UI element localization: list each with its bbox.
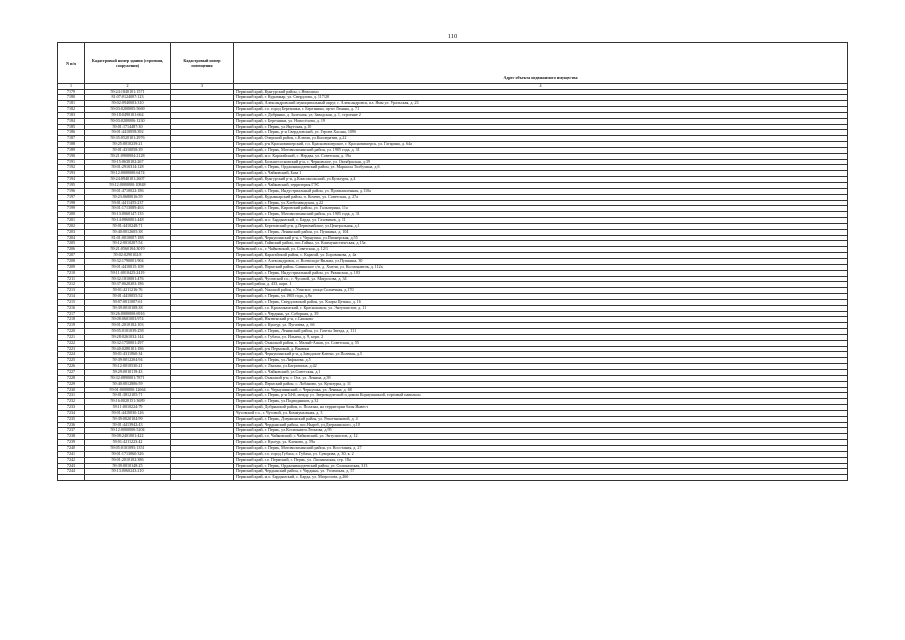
row-number: 7228 xyxy=(58,375,85,381)
cadastral-building-number: 59:01:4410030:126 xyxy=(85,410,171,416)
row-number xyxy=(58,475,85,481)
cadastral-building-number: 59:01:1713089:463 xyxy=(85,206,171,212)
row-number: 7236 xyxy=(58,422,85,428)
cadastral-building-number: 59:01:3812105:71 xyxy=(85,393,171,399)
row-number: 7223 xyxy=(58,346,85,352)
property-address: Пермский край, м.о. Бардымский, с. Барда, ул. Матросова, д.26б xyxy=(234,475,848,481)
property-address: Пермский край, г. Пермь, ул.Якутская, д.10 xyxy=(234,124,848,130)
property-address: Пермский край, Оханский р-н, г. Оса, ул. Ленина, д.39 xyxy=(234,375,848,381)
property-address: Пермский край, г. Чайковский, База 1 xyxy=(234,171,848,177)
property-address: Пермский край, г. Губаха, ул. Ильича, д. 9, корп. 2 xyxy=(234,334,848,340)
property-address: Пермский край, Кунгурский район, с.Неволино xyxy=(234,89,848,95)
cadastral-building-number: 59:12:0010207:54 xyxy=(85,241,171,247)
cadastral-building-number: 59:01:4410015:108 xyxy=(85,264,171,270)
cadastral-building-number: 59:01:4410248:71 xyxy=(85,223,171,229)
row-number: 7239 xyxy=(58,440,85,446)
cadastral-building-number: 59:11:0010425:2419 xyxy=(85,270,171,276)
column-number: 3 xyxy=(171,84,234,90)
property-address: Пермский край, г. Пермь, р-н Свердловский, ул. Героев Хасана, 109б xyxy=(234,130,848,136)
cadastral-building-number: 81:07:0124007:123 xyxy=(85,95,171,101)
property-address: Пермский край, г. Пермь, ул.1905 года, д.9а xyxy=(234,294,848,300)
cadastral-building-number: 59:11:0010224:79 xyxy=(85,405,171,411)
row-number: 7227 xyxy=(58,370,85,376)
cadastral-building-number: 59:01:4211223:42 xyxy=(85,440,171,446)
property-address: Пермский край, г.о. город Березники, г. Березники, пр-кт Ленина, д. 71 xyxy=(234,107,848,113)
cadastral-building-number: 59:21:0560104:3019 xyxy=(85,247,171,253)
property-address: Пермский край, г.о. город Губаха, г. Губаха, ул. Суворова, д. 30, к. 2 xyxy=(234,451,848,457)
property-register-table xyxy=(57,42,848,481)
cadastral-building-number: 59:39:0010108:38 xyxy=(85,305,171,311)
row-number: 7240 xyxy=(58,445,85,451)
cadastral-building-number: 59:28:0261032:144 xyxy=(85,334,171,340)
property-address: Пермский край, Оханский район, с. Малый-Ашап, ул. Советская, д. 55 xyxy=(234,340,848,346)
row-number: 7242 xyxy=(58,457,85,463)
table-header xyxy=(58,43,848,90)
cadastral-building-number: 59:01:4413942:43 xyxy=(85,422,171,428)
row-number: 7189 xyxy=(58,147,85,153)
property-address: Пермский край, Кунгурский р-н, д.Комсомольский, ул.Культуры, д.4 xyxy=(234,177,848,183)
cadastral-building-number: 59:01:4411455:237 xyxy=(85,200,171,206)
cadastral-building-number: 59:37:0620203:186 xyxy=(85,282,171,288)
cadastral-building-number: 59:01:2010102:386 xyxy=(85,457,171,463)
row-number: 7209 xyxy=(58,264,85,270)
cadastral-building-number: 59:01:1713060:326 xyxy=(85,451,171,457)
cadastral-building-number: 59:08:0601003:974 xyxy=(85,317,171,323)
header-address: Адрес объекта недвижимого имущества xyxy=(234,43,848,84)
cadastral-building-number: 59:15:0630102:267 xyxy=(85,159,171,165)
cadastral-building-number: 59:13:0060147:135 xyxy=(85,212,171,218)
row-number: 7230 xyxy=(58,387,85,393)
property-address: Пермский край, г.о. Чайковский, г. Чайковский, ул. Энтузиастов, д. 12 xyxy=(234,434,848,440)
row-number: 7210 xyxy=(58,270,85,276)
property-address: Пермский край, Александровский муниципальный округ, г. Александровск, пл. Ямы ул. Уральская, д. 23 xyxy=(234,101,848,107)
row-number: 7199 xyxy=(58,206,85,212)
cadastral-building-number: 59:40:0012806:59 xyxy=(85,381,171,387)
property-address: Пермский край, Большесосновский р-н, с. Черновское, ул. Октябрьская, д.39 xyxy=(234,159,848,165)
row-number: 7188 xyxy=(58,142,85,148)
row-number: 7225 xyxy=(58,358,85,364)
property-address: Пермский край, Пермский район, с. Лобаново, ул. Культуры, д. 11 xyxy=(234,381,848,387)
cadastral-building-number: 59:01:0000000:12664 xyxy=(85,387,171,393)
cadastral-building-number: 59:40:0280101:186 xyxy=(85,346,171,352)
row-number: 7192 xyxy=(58,165,85,171)
cadastral-building-number: 59:32:0890001:7871 xyxy=(85,375,171,381)
row-number: 7244 xyxy=(58,469,85,475)
cadastral-building-number: 59:02:0940003:310 xyxy=(85,101,171,107)
row-number: 7201 xyxy=(58,218,85,224)
cadastral-building-number: 59:24:1840101:1571 xyxy=(85,89,171,95)
row-number: 7219 xyxy=(58,323,85,329)
row-number: 7232 xyxy=(58,399,85,405)
row-number: 7191 xyxy=(58,159,85,165)
row-number: 7193 xyxy=(58,171,85,177)
cadastral-building-number: 59:01:4310058:39 xyxy=(85,147,171,153)
property-address: Пермский край, г. Кудымкар, ул. Свердлова, д. 117/20 xyxy=(234,95,848,101)
row-number: 7215 xyxy=(58,299,85,305)
property-address: Пермский край, г. Пермь, Ленинский район, ул. Газеты Звезда, д. 111 xyxy=(234,329,848,335)
property-address: Пермский край, Пермский район, Савинское с/п, д. Хмели, ул. Космонавтов, д. 112а xyxy=(234,264,848,270)
cadastral-building-number: 59:23:0680016:59 xyxy=(85,194,171,200)
property-address: Пермский край, г. Пермь, ул.Лифанова, д.5 xyxy=(234,358,848,364)
row-number: 7184 xyxy=(58,118,85,124)
property-address: Пермский край, г. Пермь, Мотовилихинский район, ул. 1905 года, д. 31 xyxy=(234,212,848,218)
cadastral-building-number: 59:05:0101039:258 xyxy=(85,329,171,335)
cadastral-building-number: 59:01:4710022:186 xyxy=(85,188,171,194)
header-cadastral-building: Кадастровый номер здания (строения, сооружения) xyxy=(85,43,171,84)
property-address: Пермский край, Добрянский район, п. Полазна, на территории базы Инвест xyxy=(234,405,848,411)
property-address: Пермский край, Чердынский район, пос.Ныроб, ул.Дзержинского, д.10 xyxy=(234,422,848,428)
row-number: 7204 xyxy=(58,235,85,241)
row-number: 7237 xyxy=(58,428,85,434)
property-address: Пермский край, г. Александровск, п. Всеволодо-Вильва, ул.Пушкина, 30 xyxy=(234,258,848,264)
property-address: Пермский край, Карагайский район, с. Карагай, ул. Боровикова, д. 4а xyxy=(234,253,848,259)
cadastral-building-number xyxy=(85,475,171,481)
property-address: Пермский край, г. Добрянка, д. Залесная, ул. Заводская, д. 1, строение 2 xyxy=(234,112,848,118)
cadastral-building-number: 59:35:0520101:2976 xyxy=(85,136,171,142)
cadastral-building-number: 59:01:1714487:30 xyxy=(85,124,171,130)
cadastral-room-number xyxy=(171,475,234,481)
cadastral-building-number: 59:26:0000000:6916 xyxy=(85,311,171,317)
property-address: Пермский край, г. Кунгур, ул. Пугачева, д. 66 xyxy=(234,323,848,329)
row-number: 7182 xyxy=(58,107,85,113)
property-address: Пермский край, Очерский район, с.Ключи, ул.Кооператив, д.22 xyxy=(234,136,848,142)
property-address: Чайковский г.о., г. Чайковский, ул. Советская, д. 12/1 xyxy=(234,247,848,253)
row-number: 7183 xyxy=(58,112,85,118)
property-address: Пермский край, Чусовской г.о., г. Чусовой, ул. Матросова, д. 34 xyxy=(234,276,848,282)
property-address: Пермский край, Нытвенский р-н, с.Сашково xyxy=(234,317,848,323)
property-address: Пермский край, Кудымкарский район, п. Кочево, ул. Советская, д. 27а xyxy=(234,194,848,200)
cadastral-building-number: 81:01:0010007:188 xyxy=(85,235,171,241)
row-number: 7241 xyxy=(58,451,85,457)
row-number: 7234 xyxy=(58,410,85,416)
row-number: 7214 xyxy=(58,294,85,300)
property-address: Пермский край, г. Пермь, ул.Космонавта Леонова, д.95 xyxy=(234,428,848,434)
row-number: 7205 xyxy=(58,241,85,247)
cadastral-building-number: 59:39:0010148:25 xyxy=(85,463,171,469)
property-address: Пермский край, Чердынский район, г. Чердынь, ул. Успенская, д. 57 xyxy=(234,469,848,475)
property-address: Пермский край, г. Пермь, Дзержинский район, ул. Решетниковой, д. 4 xyxy=(234,416,848,422)
row-number: 7229 xyxy=(58,381,85,387)
property-address: Пермский край, г. Пермь, Кировский район, ул. Гальперина, 11а xyxy=(234,206,848,212)
row-number: 7212 xyxy=(58,282,85,288)
property-address: Пермский край, Чернушинский р-н, д.Заводские Ключи, ул.Полевая, д.5 xyxy=(234,352,848,358)
row-number: 7180 xyxy=(58,95,85,101)
page-number: 110 xyxy=(447,33,458,40)
cadastral-building-number: 59:21:0900004:2128 xyxy=(85,153,171,159)
header-num: N п/п xyxy=(58,43,85,84)
property-address: Пермский край, г. Пермь, Свердловский район, ул. Клары Цеткин, д. 16 xyxy=(234,299,848,305)
row-number: 7216 xyxy=(58,305,85,311)
row-number: 7208 xyxy=(58,258,85,264)
row-number: 7187 xyxy=(58,136,85,142)
table-row xyxy=(58,475,848,481)
cadastral-building-number: 59:12:0000000:5204 xyxy=(85,428,171,434)
property-address: Пермский край, г.о. Чернушинский, г. Чернушка, ул. Ленина, д. 68 xyxy=(234,387,848,393)
property-address: Пермский край, г. Пермь, ул.Подводников, д.32 xyxy=(234,399,848,405)
property-address: Пермский край, г. Пермь, Индустриальный район, ул. Рязанская, д. 103 xyxy=(234,270,848,276)
cadastral-building-number: 59:02:0290102:8 xyxy=(85,253,171,259)
property-address: Пермский край, г. Чайковский, ул.Советская, д.1 xyxy=(234,370,848,376)
row-number: 7231 xyxy=(58,393,85,399)
row-number: 7211 xyxy=(58,276,85,282)
cadastral-building-number: 59:01:4410055:52 xyxy=(85,294,171,300)
row-number: 7195 xyxy=(58,183,85,189)
property-address: Пермский край, г. Лысьва, ул.Багратиона, д.42 xyxy=(234,364,848,370)
cadastral-building-number: 59:29:0010119:43 xyxy=(85,370,171,376)
cadastral-building-number: 59:14:0860001:448 xyxy=(85,218,171,224)
property-address: Пермский край, г. Пермь, ул.Хлебозаводская, д.22 xyxy=(234,200,848,206)
row-number: 7238 xyxy=(58,434,85,440)
row-number: 7197 xyxy=(58,194,85,200)
row-number: 7190 xyxy=(58,153,85,159)
cadastral-building-number: 59:01:2010102:103 xyxy=(85,323,171,329)
row-number: 7206 xyxy=(58,247,85,253)
cadastral-building-number: 59:13:0060243:210 xyxy=(85,469,171,475)
cadastral-building-number: 59:12:0000000:6474 xyxy=(85,171,171,177)
cadastral-building-number: 59:03:0200006:1230 xyxy=(85,118,171,124)
row-number: 7224 xyxy=(58,352,85,358)
cadastral-building-number: 59:32:1790001:904 xyxy=(85,258,171,264)
property-address: Пермский край, Чернушинский р-н, г. Чернушка, ул.Пионерская, д.55 xyxy=(234,235,848,241)
cadastral-building-number: 59:05:0101095:1351 xyxy=(85,445,171,451)
cadastral-building-number: 59:01:4211216:76 xyxy=(85,288,171,294)
row-number: 7181 xyxy=(58,101,85,107)
property-address: Пермский край, г.о. Пермский, г. Пермь, ул. Ласьвинская, стр. 18а xyxy=(234,457,848,463)
cadastral-building-number: 59:01:4410058:392 xyxy=(85,130,171,136)
cadastral-building-number: 59:08:2401001:422 xyxy=(85,434,171,440)
property-address: Пермский край, г. Кунгур, ул. Кленова, д. 59а xyxy=(234,440,848,446)
property-address: Пермский край, г. Пермь, Орджоникидзевский район, ул. Соликамская, 313 xyxy=(234,463,848,469)
property-address: Пермский край, г. Березники, ул. Новосёлова, д. 19 xyxy=(234,118,848,124)
row-number: 7243 xyxy=(58,463,85,469)
cadastral-building-number: 59:03:0200005:5669 xyxy=(85,107,171,113)
property-address: Пермский край, Гайнский район, пос.Гайны, ул. Коммунистическая, д.15а xyxy=(234,241,848,247)
property-address: Пермский район, д. 433, корп. 1 xyxy=(234,282,848,288)
cadastral-building-number: 59:25:0010239:21 xyxy=(85,142,171,148)
property-address: Пермский край, Уинский район, с.Уинское, улица Солнечная, д.170 xyxy=(234,288,848,294)
cadastral-building-number: 59:40:0012605:38 xyxy=(85,229,171,235)
property-address: Пермский край, г. Чердынь, ул. Соборная, д. 39 xyxy=(234,311,848,317)
property-address: Пермский край, р-н Красновишерский, г.п. Красновишерское, г. Красновишерск, ул. Гагарина, д. 64а xyxy=(234,142,848,148)
row-number: 7203 xyxy=(58,229,85,235)
cadastral-building-number: 59:39:0020104:99 xyxy=(85,416,171,422)
cadastral-building-number: 59:12:0000000:10848 xyxy=(85,183,171,189)
cadastral-building-number: 59:18:0490101:664 xyxy=(85,112,171,118)
row-number: 7200 xyxy=(58,212,85,218)
row-number: 7198 xyxy=(58,200,85,206)
property-address: Пермский край, г. Пермь, Ленинский район, ул. Пушкина, д. 104 xyxy=(234,229,848,235)
property-address: Пермский край, г. Пермь, Мотовилихинский район, ул. Восстания, д. 27 xyxy=(234,445,848,451)
property-address: Пермский край, р-н Пермский, д. Ванюки xyxy=(234,346,848,352)
property-address: Пермский край, г. Чайковский, территория ГЭС xyxy=(234,183,848,189)
row-number: 7235 xyxy=(58,416,85,422)
column-number: 2 xyxy=(85,84,171,90)
property-address: Пермский край, м.о. Бардымский, с. Барда, ул. Газовиков, д. 11 xyxy=(234,218,848,224)
row-number: 7194 xyxy=(58,177,85,183)
row-number: 7218 xyxy=(58,317,85,323)
cadastral-building-number: 59:01:4311860:34 xyxy=(85,352,171,358)
property-address: Пермский край, г. Пермь, р-н 54-й, между ул. Звероводческой и домом Кормушкиной, торговый павильон xyxy=(234,393,848,399)
cadastral-building-number: 59:07:0011007:61 xyxy=(85,299,171,305)
cadastral-building-number: 59:01:2910314:128 xyxy=(85,165,171,171)
row-number: 7207 xyxy=(58,253,85,259)
row-number: 7179 xyxy=(58,89,85,95)
cadastral-building-number: 59:16:0020151:3689 xyxy=(85,399,171,405)
cadastral-building-number: 59:24:0940101:2607 xyxy=(85,177,171,183)
row-number: 7220 xyxy=(58,329,85,335)
row-number: 7221 xyxy=(58,334,85,340)
row-number: 7185 xyxy=(58,124,85,130)
row-number: 7233 xyxy=(58,405,85,411)
property-address: Пермский край, г.о. Краснокамский, г. Краснокамск, ул. Энтузиастов, д. 11 xyxy=(234,305,848,311)
row-number: 7196 xyxy=(58,188,85,194)
row-number: 7186 xyxy=(58,130,85,136)
cadastral-building-number: 59:32:1750001:297 xyxy=(85,340,171,346)
property-address: Пермский край, Березовский р-н, д.Первомайское, ул.Центральная, д.1 xyxy=(234,223,848,229)
table-body xyxy=(58,89,848,481)
row-number: 7217 xyxy=(58,311,85,317)
cadastral-building-number: 59:39:0012204:94 xyxy=(85,358,171,364)
row-number: 7213 xyxy=(58,288,85,294)
cadastral-building-number: 59:12:0010530:21 xyxy=(85,364,171,370)
column-number: 1 xyxy=(58,84,85,90)
property-address: Чусовской г.о., г. Чусовой, ул. Коммунальная, д. 3 xyxy=(234,410,848,416)
header-cadastral-room: Кадастровый номер помещения xyxy=(171,43,234,84)
cadastral-building-number: 59:32:1810001:476 xyxy=(85,276,171,282)
property-address: Пермский край, м.о. Карагайский, с. Нердва, ул. Советская, д. 19а xyxy=(234,153,848,159)
column-number: 4 xyxy=(234,84,848,90)
row-number: 7226 xyxy=(58,364,85,370)
row-number: 7222 xyxy=(58,340,85,346)
row-number: 7202 xyxy=(58,223,85,229)
property-address: Пермский край, г. Пермь, Орджоникидзевский район, ул. Маршала Толбухина, д.6 xyxy=(234,165,848,171)
property-address: Пермский край, г. Пермь, Мотовилихинский район, ул. 1905 года, д. 31 xyxy=(234,147,848,153)
property-address: Пермский край, г. Пермь, Индустриальный район, ул. Промышленная, д.110а xyxy=(234,188,848,194)
